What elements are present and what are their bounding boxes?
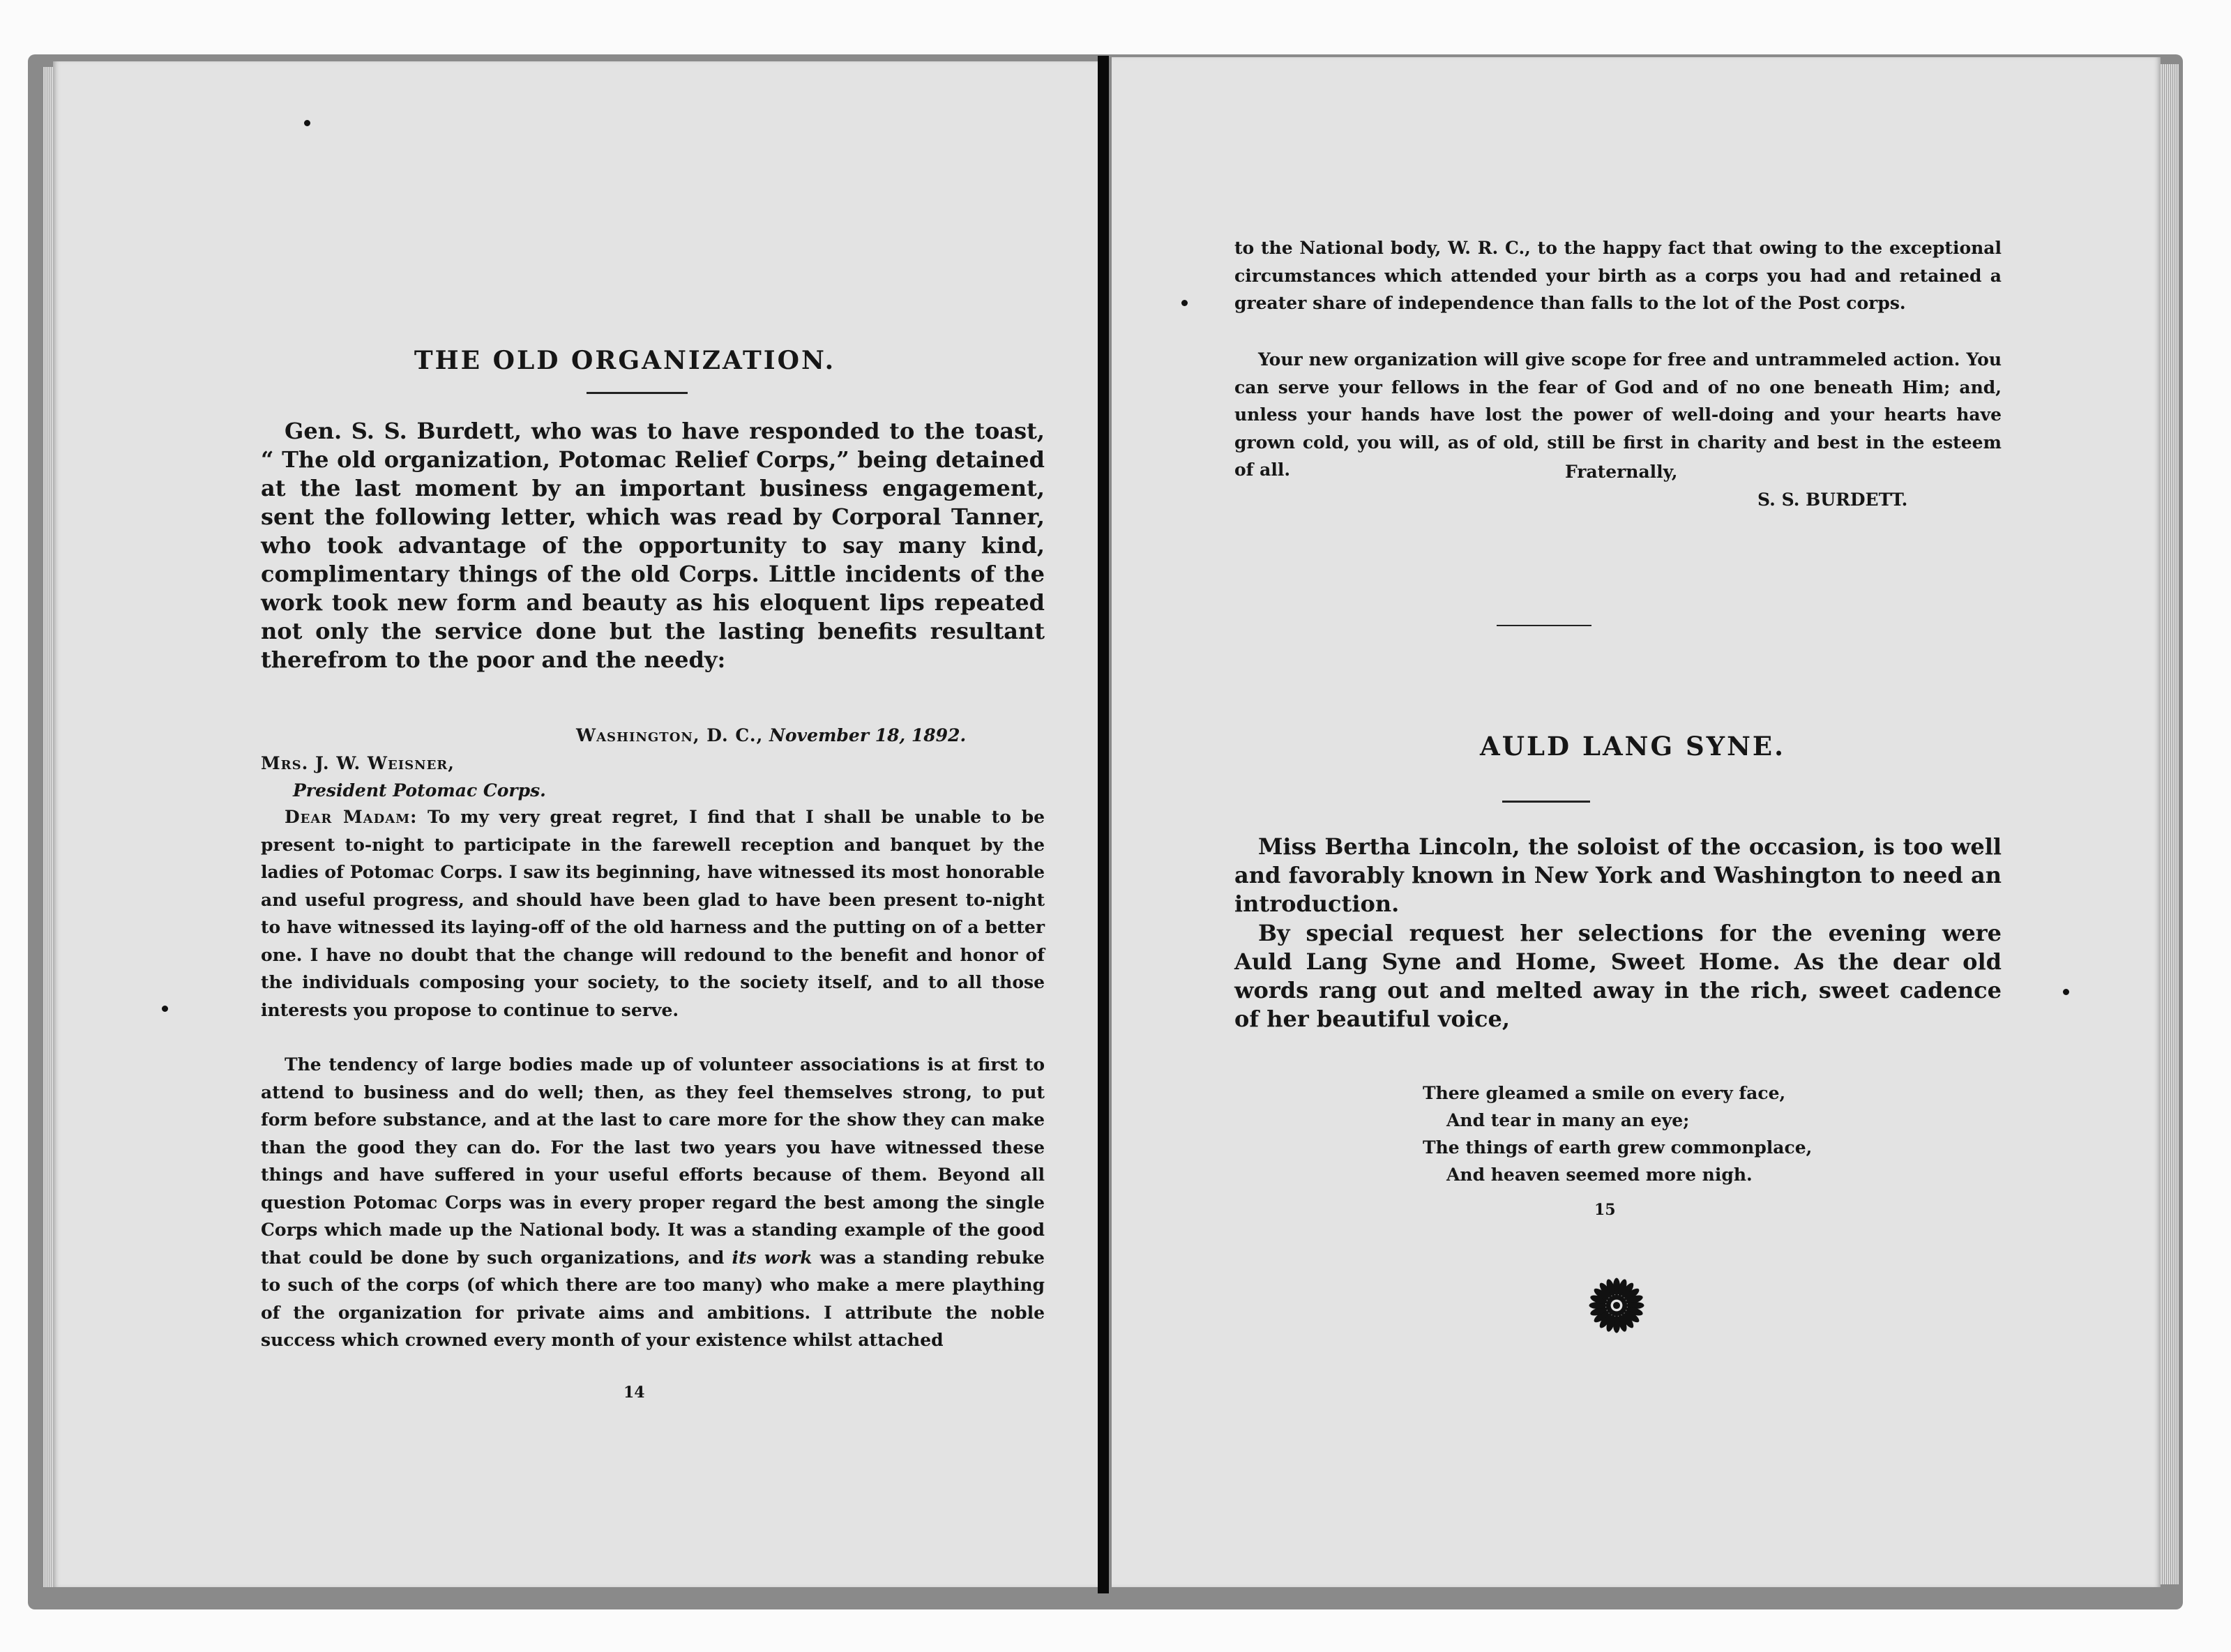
auld-paragraph-2: By special request her selections for the evening were Auld Lang Syne and Home, Sweet Home. As the dear old words rang out and melted away in the rich, sweet cadence of her beautiful voice, [1234,920,2002,1032]
continuation-paragraph: to the National body, W. R. C., to the happy fact that owing to the exceptional circumstances which attended your birth as a corps you had and retained a greater share of independence than falls to the lot of the Post corps. [1234,238,2002,313]
salutation: Dear Madam: [285,807,418,827]
auld-paragraph-1: Miss Bertha Lincoln, the soloist of the occasion, is too well and favorably known in New York and Washington to need an introduction. [1234,833,2002,917]
poem-line: And heaven seemed more nigh. [1446,1165,1753,1185]
letter-paragraph-2-rest: was a standing rebuke to such of the corps (of which there are too many) who make a mere plaything of the organization for private aims and ambitions. I attribute the noble success which crowned every month of your existence whilst attached [261,1247,1045,1350]
section-title-rule [1502,801,1590,803]
left-page-edges [43,67,53,1587]
left-page [53,61,1107,1587]
title-rule [587,392,688,394]
right-page [1112,57,2161,1587]
dateline [576,725,966,745]
poem-line: And tear in many an eye; [1446,1110,1690,1130]
page-number: 15 [1594,1201,1616,1219]
rosette-ornament-icon [1587,1276,1646,1335]
ink-speck [2063,989,2069,995]
addressee-name: Mrs. J. W. Weisner, [261,753,455,773]
italic-phrase: its work [732,1247,812,1268]
page-number: 14 [623,1384,645,1402]
page-title: THE OLD ORGANIZATION. [414,346,836,375]
ink-speck [1181,300,1188,306]
letter-paragraph-2 [261,1051,1045,1354]
valediction: Fraternally, [1565,462,1678,482]
section-rule [1497,625,1591,626]
poem-line: There gleamed a smile on every face, [1423,1083,1786,1103]
letter-paragraph-1 [261,803,1045,1024]
dateline-place: Washington, D. C., [576,725,764,745]
letter-paragraph-2-text: The tendency of large bodies made up of volunteer associations is at first to attend to business and do well; then, as they feel themselves strong, to put form before substance, and at the last to care more for the show they can make than the good they can do. For the last two years you have witnessed these things and have suffered in your useful efforts because of them. Beyond all question Potomac Corps was in every proper regard the best among the single Corps which made up the National body. It was a standing example of the good that could be done by such organizations, and [261,1054,1045,1268]
poem-line: The things of earth grew commonplace, [1423,1137,1813,1158]
ink-speck [304,120,310,126]
intro-paragraph: Gen. S. S. Burdett, who was to have responded to the toast, “ The old organization, Potomac Relief Corps,” being detained at the last moment by an important business engagement, sent the following letter, which was read by Corporal Tanner, who took advantage of the opportunity to say many kind, complimentary things of the old Corps. Little incidents of the work took new form and beauty as his eloquent lips repeated not only the service done but the lasting benefits resultant therefrom to the poor and the needy: [261,418,1045,673]
dateline-date: November 18, 1892. [769,725,967,745]
addressee-title: President Potomac Corps. [293,780,546,801]
signature: S. S. BURDETT. [1757,490,1908,510]
letter-paragraph-1-text: To my very great regret, I find that I shall be unable to be present to-night to participate in the farewell reception and banquet by the ladies of Potomac Corps. I saw its beginning, have witnessed its most honorable and useful progress, and should have been glad to have been present to-night to have witnessed its laying-off of the old harness and the putting on of a better one. I have no doubt that the change will redound to the benefit and honor of the individuals composing your society, to the society itself, and to all those interests you propose to continue to serve. [261,807,1045,1020]
section-title: AULD LANG SYNE. [1479,731,1786,761]
ink-speck [162,1006,168,1012]
poem-stanza [1423,1079,1812,1188]
closing-paragraph: Your new organization will give scope for free and untrammeled action. You can serve your fellows in the fear of God and of no one beneath Him; and, unless your hands have lost the power of well-doing and your hearts have grown cold, you will, as of old, still be first in charity and best in the esteem of all. [1234,349,2002,480]
book-gutter [1098,56,1109,1593]
right-page-edges [2161,64,2179,1584]
